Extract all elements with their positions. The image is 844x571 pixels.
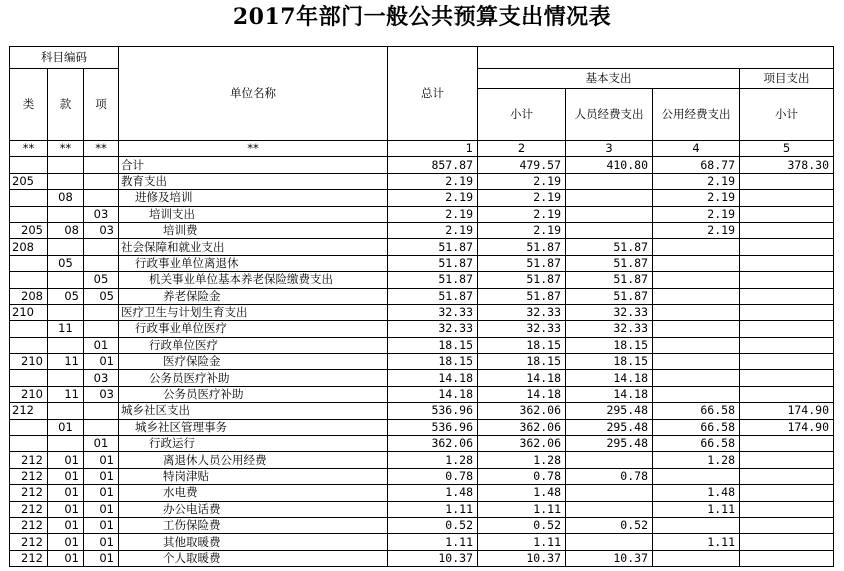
lei-header: 类 <box>10 69 48 141</box>
xiang-cell <box>84 157 119 173</box>
project-cell <box>740 550 834 566</box>
total-header: 总计 <box>388 47 478 141</box>
personnel-cell: 14.18 <box>566 386 653 402</box>
basic-subtotal-cell: 51.87 <box>478 239 566 255</box>
project-cell: 174.90 <box>740 419 834 435</box>
kuan-cell: 01 <box>48 485 84 501</box>
personnel-cell: 51.87 <box>566 272 653 288</box>
unit-name-cell: 行政事业单位医疗 <box>119 321 388 337</box>
unit-name-cell: 进修及培训 <box>119 190 388 206</box>
lei-cell <box>10 337 48 353</box>
table-row <box>10 534 834 550</box>
total-cell: 536.96 <box>388 403 478 419</box>
public-cell <box>653 370 740 386</box>
total-cell: 1.11 <box>388 501 478 517</box>
kuan-cell: 05 <box>48 288 84 304</box>
xiang-cell <box>84 304 119 320</box>
xiang-cell: 01 <box>84 517 119 533</box>
personnel-cell <box>566 452 653 468</box>
public-cell <box>653 354 740 370</box>
unit-name-cell: 水电费 <box>119 485 388 501</box>
personnel-cell: 295.48 <box>566 419 653 435</box>
kuan-cell: 08 <box>48 190 84 206</box>
unit-name-cell: 离退休人员公用经费 <box>119 452 388 468</box>
public-cell <box>653 550 740 566</box>
personnel-cell <box>566 206 653 222</box>
project-cell <box>740 468 834 484</box>
public-cell <box>653 239 740 255</box>
unit-name-cell: 行政事业单位离退休 <box>119 255 388 271</box>
table-row <box>10 517 834 533</box>
basic-subtotal-cell: 14.18 <box>478 386 566 402</box>
personnel-cell: 410.80 <box>566 157 653 173</box>
unit-name-cell: 城乡社区支出 <box>119 403 388 419</box>
lei-cell <box>10 272 48 288</box>
unit-name-header: 单位名称 <box>119 47 388 141</box>
lei-cell <box>10 157 48 173</box>
public-cell <box>653 304 740 320</box>
total-cell: 51.87 <box>388 239 478 255</box>
project-cell: 174.90 <box>740 403 834 419</box>
personnel-cell: 51.87 <box>566 239 653 255</box>
kuan-cell: 08 <box>48 222 84 238</box>
personnel-cell <box>566 222 653 238</box>
total-cell: 1.11 <box>388 534 478 550</box>
unit-name-cell: 培训支出 <box>119 206 388 222</box>
public-cell: 2.19 <box>653 190 740 206</box>
total-cell: 32.33 <box>388 304 478 320</box>
personnel-cell <box>566 501 653 517</box>
xiang-cell: 01 <box>84 501 119 517</box>
lei-cell <box>10 190 48 206</box>
xiang-cell: 03 <box>84 386 119 402</box>
total-cell: 10.37 <box>388 550 478 566</box>
total-cell: 1.28 <box>388 452 478 468</box>
lei-cell: 212 <box>10 485 48 501</box>
lei-cell: 208 <box>10 239 48 255</box>
lei-cell <box>10 206 48 222</box>
unit-name-cell: 培训费 <box>119 222 388 238</box>
table-row <box>10 288 834 304</box>
public-cell <box>653 255 740 271</box>
project-cell <box>740 386 834 402</box>
public-cell: 68.77 <box>653 157 740 173</box>
unit-name-cell: 养老保险金 <box>119 288 388 304</box>
unit-name-cell: 医疗保险金 <box>119 354 388 370</box>
total-cell: 2.19 <box>388 190 478 206</box>
public-header: 公用经费支出 <box>653 89 740 141</box>
xiang-cell <box>84 321 119 337</box>
lei-cell: 212 <box>10 468 48 484</box>
xiang-cell: 01 <box>84 354 119 370</box>
basic-subtotal-cell: 32.33 <box>478 321 566 337</box>
total-cell: 18.15 <box>388 337 478 353</box>
marker-name: ** <box>119 141 388 157</box>
public-cell: 2.19 <box>653 222 740 238</box>
basic-subtotal-cell: 1.11 <box>478 501 566 517</box>
lei-cell: 212 <box>10 501 48 517</box>
total-cell: 0.52 <box>388 517 478 533</box>
lei-cell <box>10 321 48 337</box>
kuan-cell: 05 <box>48 255 84 271</box>
table-row <box>10 550 834 566</box>
table-row <box>10 452 834 468</box>
project-cell <box>740 517 834 533</box>
personnel-cell <box>566 534 653 550</box>
table-row <box>10 255 834 271</box>
basic-subtotal-cell: 362.06 <box>478 419 566 435</box>
table-row <box>10 206 834 222</box>
total-cell: 51.87 <box>388 255 478 271</box>
table-row <box>10 222 834 238</box>
basic-expense-header: 基本支出 <box>478 69 740 89</box>
personnel-cell: 18.15 <box>566 337 653 353</box>
kuan-cell: 11 <box>48 386 84 402</box>
public-cell <box>653 272 740 288</box>
xiang-cell: 05 <box>84 272 119 288</box>
public-cell: 1.11 <box>653 501 740 517</box>
unit-name-cell: 机关事业单位基本养老保险缴费支出 <box>119 272 388 288</box>
personnel-cell: 51.87 <box>566 255 653 271</box>
public-cell <box>653 337 740 353</box>
unit-name-cell: 特岗津贴 <box>119 468 388 484</box>
project-cell <box>740 255 834 271</box>
xiang-cell: 01 <box>84 452 119 468</box>
personnel-cell: 14.18 <box>566 370 653 386</box>
personnel-cell: 10.37 <box>566 550 653 566</box>
lei-cell: 212 <box>10 517 48 533</box>
table-row <box>10 173 834 189</box>
public-cell: 2.19 <box>653 173 740 189</box>
basic-subtotal-cell: 51.87 <box>478 255 566 271</box>
basic-subtotal-cell: 0.78 <box>478 468 566 484</box>
project-cell <box>740 485 834 501</box>
table-row <box>10 485 834 501</box>
kuan-cell <box>48 403 84 419</box>
basic-subtotal-cell: 10.37 <box>478 550 566 566</box>
total-cell: 0.78 <box>388 468 478 484</box>
kuan-cell: 01 <box>48 517 84 533</box>
project-cell <box>740 321 834 337</box>
kuan-cell: 11 <box>48 321 84 337</box>
total-cell: 2.19 <box>388 222 478 238</box>
basic-subtotal-header: 小计 <box>478 89 566 141</box>
public-cell: 2.19 <box>653 206 740 222</box>
table-row <box>10 403 834 419</box>
project-cell: 378.30 <box>740 157 834 173</box>
basic-subtotal-cell: 1.11 <box>478 534 566 550</box>
basic-subtotal-cell: 1.48 <box>478 485 566 501</box>
basic-subtotal-cell: 18.15 <box>478 337 566 353</box>
header-blank <box>478 47 834 69</box>
personnel-cell: 295.48 <box>566 403 653 419</box>
lei-cell: 205 <box>10 173 48 189</box>
basic-subtotal-cell: 362.06 <box>478 436 566 452</box>
project-cell <box>740 288 834 304</box>
kuan-cell <box>48 173 84 189</box>
basic-subtotal-cell: 51.87 <box>478 288 566 304</box>
project-cell <box>740 304 834 320</box>
kuan-header: 款 <box>48 69 84 141</box>
total-cell: 2.19 <box>388 173 478 189</box>
xiang-cell <box>84 255 119 271</box>
project-cell <box>740 222 834 238</box>
xiang-cell <box>84 190 119 206</box>
project-cell <box>740 173 834 189</box>
unit-name-cell: 办公电话费 <box>119 501 388 517</box>
project-cell <box>740 239 834 255</box>
project-cell <box>740 452 834 468</box>
lei-cell: 210 <box>10 354 48 370</box>
basic-subtotal-cell: 32.33 <box>478 304 566 320</box>
unit-name-cell: 公务员医疗补助 <box>119 370 388 386</box>
xiang-cell: 01 <box>84 534 119 550</box>
personnel-header: 人员经费支出 <box>566 89 653 141</box>
table-row <box>10 354 834 370</box>
kuan-cell: 01 <box>48 534 84 550</box>
basic-subtotal-cell: 51.87 <box>478 272 566 288</box>
project-cell <box>740 206 834 222</box>
table-row <box>10 436 834 452</box>
total-cell: 536.96 <box>388 419 478 435</box>
public-cell: 66.58 <box>653 403 740 419</box>
project-cell <box>740 354 834 370</box>
basic-subtotal-cell: 362.06 <box>478 403 566 419</box>
lei-cell: 212 <box>10 550 48 566</box>
lei-cell <box>10 255 48 271</box>
xiang-cell <box>84 403 119 419</box>
kuan-cell <box>48 272 84 288</box>
total-cell: 857.87 <box>388 157 478 173</box>
unit-name-cell: 行政运行 <box>119 436 388 452</box>
public-cell <box>653 321 740 337</box>
total-cell: 51.87 <box>388 272 478 288</box>
xiang-cell: 01 <box>84 485 119 501</box>
unit-name-cell: 社会保障和就业支出 <box>119 239 388 255</box>
personnel-cell: 18.15 <box>566 354 653 370</box>
xiang-header: 项 <box>84 69 119 141</box>
table-row <box>10 157 834 173</box>
personnel-cell: 51.87 <box>566 288 653 304</box>
basic-subtotal-cell: 1.28 <box>478 452 566 468</box>
unit-name-cell: 公务员医疗补助 <box>119 386 388 402</box>
lei-cell: 210 <box>10 304 48 320</box>
total-cell: 51.87 <box>388 288 478 304</box>
public-cell: 1.28 <box>653 452 740 468</box>
table-row <box>10 370 834 386</box>
public-cell: 66.58 <box>653 419 740 435</box>
public-cell: 1.11 <box>653 534 740 550</box>
project-cell <box>740 534 834 550</box>
basic-subtotal-cell: 2.19 <box>478 173 566 189</box>
table-row <box>10 190 834 206</box>
xiang-cell: 05 <box>84 288 119 304</box>
marker-kuan: ** <box>48 141 84 157</box>
lei-cell: 210 <box>10 386 48 402</box>
col-number-1: 1 <box>388 141 478 157</box>
project-cell <box>740 337 834 353</box>
total-cell: 32.33 <box>388 321 478 337</box>
unit-name-cell: 个人取暖费 <box>119 550 388 566</box>
xiang-cell: 01 <box>84 337 119 353</box>
lei-cell: 208 <box>10 288 48 304</box>
xiang-cell: 03 <box>84 222 119 238</box>
lei-cell <box>10 419 48 435</box>
kuan-cell: 01 <box>48 501 84 517</box>
project-cell <box>740 501 834 517</box>
project-cell <box>740 370 834 386</box>
project-cell <box>740 436 834 452</box>
basic-subtotal-cell: 0.52 <box>478 517 566 533</box>
total-cell: 362.06 <box>388 436 478 452</box>
project-expense-header: 项目支出 <box>740 69 834 89</box>
table-row <box>10 419 834 435</box>
table-row <box>10 501 834 517</box>
public-cell <box>653 517 740 533</box>
xiang-cell <box>84 173 119 189</box>
unit-name-cell: 医疗卫生与计划生育支出 <box>119 304 388 320</box>
lei-cell <box>10 370 48 386</box>
basic-subtotal-cell: 14.18 <box>478 370 566 386</box>
xiang-cell: 01 <box>84 468 119 484</box>
lei-cell: 212 <box>10 452 48 468</box>
kuan-cell: 01 <box>48 452 84 468</box>
lei-cell <box>10 436 48 452</box>
basic-subtotal-cell: 18.15 <box>478 354 566 370</box>
total-cell: 2.19 <box>388 206 478 222</box>
lei-cell: 212 <box>10 403 48 419</box>
project-cell <box>740 190 834 206</box>
public-cell: 66.58 <box>653 436 740 452</box>
table-row <box>10 321 834 337</box>
kuan-cell <box>48 337 84 353</box>
project-subtotal-header: 小计 <box>740 89 834 141</box>
xiang-cell <box>84 239 119 255</box>
xiang-cell: 01 <box>84 550 119 566</box>
personnel-cell: 0.78 <box>566 468 653 484</box>
kuan-cell <box>48 206 84 222</box>
marker-lei: ** <box>10 141 48 157</box>
table-row <box>10 337 834 353</box>
kuan-cell: 01 <box>48 419 84 435</box>
kuan-cell: 01 <box>48 468 84 484</box>
personnel-cell: 0.52 <box>566 517 653 533</box>
personnel-cell <box>566 485 653 501</box>
personnel-cell: 32.33 <box>566 304 653 320</box>
kuan-cell <box>48 239 84 255</box>
col-number-3: 3 <box>566 141 653 157</box>
public-cell <box>653 468 740 484</box>
col-number-4: 4 <box>653 141 740 157</box>
unit-name-cell: 工伤保险费 <box>119 517 388 533</box>
lei-cell: 212 <box>10 534 48 550</box>
unit-name-cell: 城乡社区管理事务 <box>119 419 388 435</box>
xiang-cell: 03 <box>84 206 119 222</box>
public-cell: 1.48 <box>653 485 740 501</box>
total-cell: 1.48 <box>388 485 478 501</box>
kuan-cell <box>48 157 84 173</box>
budget-table <box>9 46 834 567</box>
basic-subtotal-cell: 479.57 <box>478 157 566 173</box>
page-title: 2017年部门一般公共预算支出情况表 <box>232 4 612 30</box>
subject-code-header: 科目编码 <box>10 47 119 69</box>
basic-subtotal-cell: 2.19 <box>478 206 566 222</box>
public-cell <box>653 386 740 402</box>
table-row <box>10 304 834 320</box>
table-row <box>10 239 834 255</box>
unit-name-cell: 合计 <box>119 157 388 173</box>
kuan-cell: 01 <box>48 550 84 566</box>
xiang-cell: 01 <box>84 436 119 452</box>
table-row <box>10 272 834 288</box>
table-row <box>10 468 834 484</box>
marker-xiang: ** <box>84 141 119 157</box>
basic-subtotal-cell: 2.19 <box>478 222 566 238</box>
personnel-cell: 32.33 <box>566 321 653 337</box>
kuan-cell: 11 <box>48 354 84 370</box>
col-number-5: 5 <box>740 141 834 157</box>
personnel-cell <box>566 173 653 189</box>
project-cell <box>740 272 834 288</box>
xiang-cell <box>84 419 119 435</box>
col-number-2: 2 <box>478 141 566 157</box>
personnel-cell: 295.48 <box>566 436 653 452</box>
xiang-cell: 03 <box>84 370 119 386</box>
lei-cell: 205 <box>10 222 48 238</box>
total-cell: 18.15 <box>388 354 478 370</box>
kuan-cell <box>48 370 84 386</box>
unit-name-cell: 教育支出 <box>119 173 388 189</box>
table-row <box>10 386 834 402</box>
unit-name-cell: 其他取暖费 <box>119 534 388 550</box>
public-cell <box>653 288 740 304</box>
total-cell: 14.18 <box>388 370 478 386</box>
basic-subtotal-cell: 2.19 <box>478 190 566 206</box>
personnel-cell <box>566 190 653 206</box>
total-cell: 14.18 <box>388 386 478 402</box>
unit-name-cell: 行政单位医疗 <box>119 337 388 353</box>
kuan-cell <box>48 304 84 320</box>
kuan-cell <box>48 436 84 452</box>
